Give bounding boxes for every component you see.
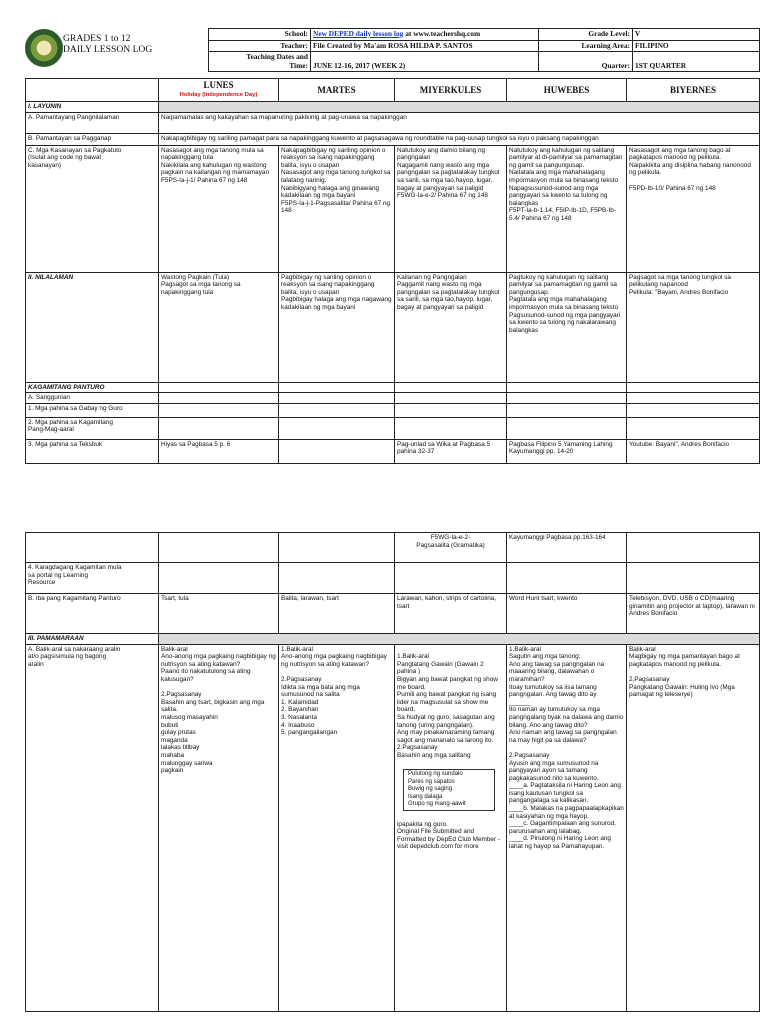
page-title [63, 33, 152, 55]
label-kasanayan: C. Mga Kasanayan sa Pagkatuto (Isulat ang code ng bawat kasanayan) [26, 145, 159, 272]
pamamaraan-lunes: Balik-aral Ano-anong mga pagkaing nagbibigay ng nutrisyon sa ating katawan? Paano ito nakatutulong sa ating kalusugan? 2.Pagsasanay Basahin ang tsart, bigkasin ang mga salita. malusog masayahin bubuti gulay prutas maganda lalakas titibay mahaba malunggay sariwa pagkain [159, 644, 279, 1011]
label-karagdagang-kagamitan: 4. Karagdagang Kagamitan mula sa portal ng Learning Resource [26, 563, 159, 594]
title-line-1: GRADES 1 to 12 [63, 33, 131, 44]
label-iba-pang-kagamitan: B. Iba pang Kagamitang Panturo [26, 594, 159, 634]
school-value: New DEPED daily lesson log at www.teachershq.com [311, 29, 539, 41]
learning-area-label: Learning Area: [539, 40, 633, 52]
kasanayan-huwebes: Natutukoy ang kahulugan ng salitang pamilyar at di-pamilyar sa pamamagitan ng gamit sa pangungusap. Naitatala ang mga mahahalagang impormasyon mula sa binasang teksto Napagsusunod-sunod ang mga pangyayari sa kwento sa tulong ng balangkas F5PT-Ia-b-1.14, F5IP-Ib-1D, F5PB-Ib-5.4/ Pahina 67 ng 148 [507, 145, 627, 272]
header-info-table [208, 28, 760, 72]
continued-code-cell: F5WG-Ia-e-2- Pagsasalita (Gramatika) [395, 533, 507, 563]
lesson-log-link[interactable]: New DEPED daily lesson log [313, 29, 404, 38]
teksbuk-biyernes: Youtube: Bayani", Andres Bonifacio [627, 439, 760, 463]
label-pamantayang-pangnilalaman: A. Pamantayang Pangnilalaman [26, 112, 159, 133]
teksbuk-martes [279, 439, 395, 463]
word-list-box: Pulutong ng sundalo Pares ng sapatos Buwig ng saging Isang dalaga Grupo ng mang-aawit [403, 769, 495, 811]
teksbuk-huwebes: Pagbasa Filipino 5 Yamaning Lahing Kayumanggi pp. 14-20 [507, 439, 627, 463]
label-balik-aral: A. Balik-aral sa nakaraang aralin at/o pagsisimula ng bagong aralin [26, 644, 159, 1011]
nilalaman-martes: Pagbibigay ng sariling opinion o reaksyon sa isang napakinggang balita, isyu o usapan Pagbibigay halaga ang mga nagawang kadakilaan ng mga bayani [279, 272, 395, 382]
kasanayan-miyerkules: Natutukoy ang damio bilang ng pangngalan Nagagamit nang wasto ang mga pangngalan sa pagtatalakay tungkol sa sarili, sa mga tao,hayop, lugar, bagay at pangyayari sa paligid F5WG-Ia-e-2/ Pahina 67 ng 148 [395, 145, 507, 272]
layunin-blank [159, 102, 760, 113]
label-pamantayan-pagganap: B. Pamantayan sa Pagganap [26, 133, 159, 145]
section-kagamitang-panturo: KAGAMITANG PANTURO [26, 382, 159, 393]
label-teksbuk: 3. Mga pahina sa Teksbuk [26, 439, 159, 463]
kasanayan-biyernes: Nasasagot ang mga tanong bago at pagkatapos manood ng pelikula. Naipakikita ang disiplina habang nanonood ng pelikula. F5PD-Ib-10/ Pahina 67 ng 148 [627, 145, 760, 272]
section-layunin: I. LAYUNIN [26, 102, 159, 113]
label-gabay-guro: 1. Mga pahina sa Gabay ng Guro [26, 403, 159, 417]
grade-label: Grade Level: [539, 29, 633, 41]
day-wednesday: MIYERKULES [395, 79, 507, 102]
kasanayan-lunes: Nasasagot ang mga tanong mula sa napakinggang tula Nakikilala ang kahulugan ng wastong pagkain na kailangan ng mamamayan F5PS-Ia-j-1/ Pahina 67 ng 148 [159, 145, 279, 272]
quarter-value: 1ST QUARTER [633, 52, 760, 72]
teaching-dates-label: Teaching Dates and Time: [209, 52, 311, 72]
nilalaman-miyerkules: Kailanan ng Pangngalan Paggamit nang wasto ng mga pangngalan sa pagtatalakay tungkol sa sarili, sa mga tao,hayop, lugar, bagay at pangyayari sa paligid [395, 272, 507, 382]
day-monday: LUNES Holiday (Independence Day) [159, 79, 279, 102]
teacher-value: File Created by Ma'am ROSA HILDA P. SANTOS [311, 40, 539, 52]
pamamaraan-martes: 1.Balik-aral Ano-anong mga pagkaing nagbibigay ng nutrisyon sa ating katawan? 2.Pagsasanay Idikta sa mga bata ang mga sumusunod na salita 1. Kalamidad 2. Bayanihan 3. Nasalanta 4. Inaabuso 5. pangangailangan [279, 644, 395, 1011]
nilalaman-lunes: Wastong Pagkain (Tula) Pagsagot sa mga tanong sa napakinggang tula [159, 272, 279, 382]
continued-reference-cell: Kayumanggi Pagbasa pp.163-164 [507, 533, 627, 563]
nilalaman-huwebes: Pagtukoy ng kahulugan ng salitang pamilyar sa pamamagitan ng gamit sa pangungusap. Pagtatala ang mga mahahalagang impormasyon mula sa binasang teksto Pagsusunod-sunod ng mga pangyayari sa kwento sa tulong ng nakalarawang balangkas [507, 272, 627, 382]
grade-value: V [633, 29, 760, 41]
kagamitan-martes: Balita, larawan, tsart [279, 594, 395, 634]
teaching-dates-value: JUNE 12-16, 2017 (WEEK 2) [311, 52, 539, 72]
day-friday: BIYERNES [627, 79, 760, 102]
quarter-label: Quarter: [539, 52, 633, 72]
kagamitan-lunes: Tsart, tula [159, 594, 279, 634]
teacher-label: Teacher: [209, 40, 311, 52]
title-line-2: DAILY LESSON LOG [63, 44, 153, 55]
day-header-row [26, 79, 760, 102]
pamamaraan-miyerkules: 1.Balik-aral Panglatang Gawain (Gawain 2 pahina ) Bigyan ang bawat pangkat ng show me board. Pumili ang bawat pangkat ng isang lider na magsusulat sa show me board. Sa hudyat ng guro, sasagutan ang tanong (uring pangngalan). Ang may pinakamaraming tamang sagot ang mananalo sa larong ito. 2.Pagsasanay Basahin ang mga salitang Pulutong ng sundalo Pares ng sapatos Buwig ng saging Isang dalaga Grupo ng mang-aawit ipapakita ng guro. Original File Submitted and Formatted by DepEd Club Member - visit depedclub.com for more [395, 644, 507, 1011]
kasanayan-martes: Nakapagbibigay ng sariling opinion o reaksyon sa isang napakinggang balita, isyu o usapan Nasasagot ang mga tanong tungkol sa talatang narinig. Nabibigyang halaga ang ginawang kadakilaan ng mga bayani F5PS-Ia-j-1-Pagsasalita/ Pahina 67 ng 148 [279, 145, 395, 272]
corner-cell [26, 79, 159, 102]
deped-logo [25, 29, 63, 67]
pamamaraan-blank [159, 634, 760, 645]
holiday-note: Holiday (Independence Day) [179, 92, 258, 98]
kagamitan-huwebes: Word Hunt tsart, kwento [507, 594, 627, 634]
lesson-log-table-2 [25, 532, 760, 1012]
section-nilalaman: II. NILALAMAN [26, 272, 159, 382]
label-kagamitang-mag-aaral: 2. Mga pahina sa Kagamitang Pang-Mag-aaral [26, 417, 159, 439]
lesson-log-table-1 [25, 78, 760, 464]
text-pamantayang-pangnilalaman: Naipamamalas ang kakayahan sa mapanuring pakikinig at pag-unawa sa napakinggan [159, 112, 760, 133]
kagamitan-biyernes: Telebisyon, DVD, USB o CD(maaring ginamitin ang projector at laptop), larawan ni Andres Bonifacio [627, 594, 760, 634]
day-tuesday: MARTES [279, 79, 395, 102]
learning-area-value: FILIPINO [633, 40, 760, 52]
teksbuk-miyerkules: Pag-unlad sa Wika at Pagbasa 5 pahina 32-37 [395, 439, 507, 463]
pamamaraan-biyernes: Balik-aral Magbigay ng mga pamantayan bago at pagkatapos manood ng pelikula. 2.Pagsasanay Pangkatang Gawain: Huling Ivo (Mga pamagat ng teleserye) [627, 644, 760, 1011]
nilalaman-biyernes: Pagsagot sa mga tanong tungkol sa pelikulang napanood Pelikula: "Bayani, Andres Bonifacio [627, 272, 760, 382]
school-label: School: [209, 29, 311, 41]
kagamitan-miyerkules: Larawan, kahon, strips of cartolina, tsart [395, 594, 507, 634]
text-pamantayan-pagganap: Nakapagbibigay ng sariling pamagat para sa napakinggang kuwento at pagsasagawa ng roundtable na pag-uusap tungkol sa isyu o paksang napakinggan [159, 133, 760, 145]
day-thursday: HUWEBES [507, 79, 627, 102]
label-sanggunian: A. Sanggunian [26, 393, 159, 404]
teksbuk-lunes: Hiyas sa Pagbasa 5 p. 6 [159, 439, 279, 463]
section-pamamaraan: III. PAMAMARAAN [26, 634, 159, 645]
pamamaraan-huwebes: 1.Balik-aral Sagutin ang mga tanong: Ano ang tawag sa pangngalan na maaaring bilang, dalawahan o maramihan? Itoay tumutukoy sa iisa lamang pangngalan. Ang tawag dito ay ______ Ito naman ay tumutukoy sa mga pangngalang tiyak na dalawa ang damio bilang. Ano ang tawag dito? Ano naman ang tawag sa pangngalan na may higit pa sa dalawa? 2.Pagsasanay Ayusin ang mga sumusunod na pangyayari ayon sa tamang pagkakasunod nito sa kuwento. ____a. Pagtataksila ni Haring Leon ang isang kautusan tungkol sa pangangalaga sa kalikasan. ____b. Malakas na pagpapaalapkapikan at kasiyahan ng mga hayop. ____c. Gagantimpalaan ang sunurod, parurusahan ang lalabag. ____d. Pinulong ni Haring Leon ang lahat ng hayop sa Pamahayupan. [507, 644, 627, 1011]
